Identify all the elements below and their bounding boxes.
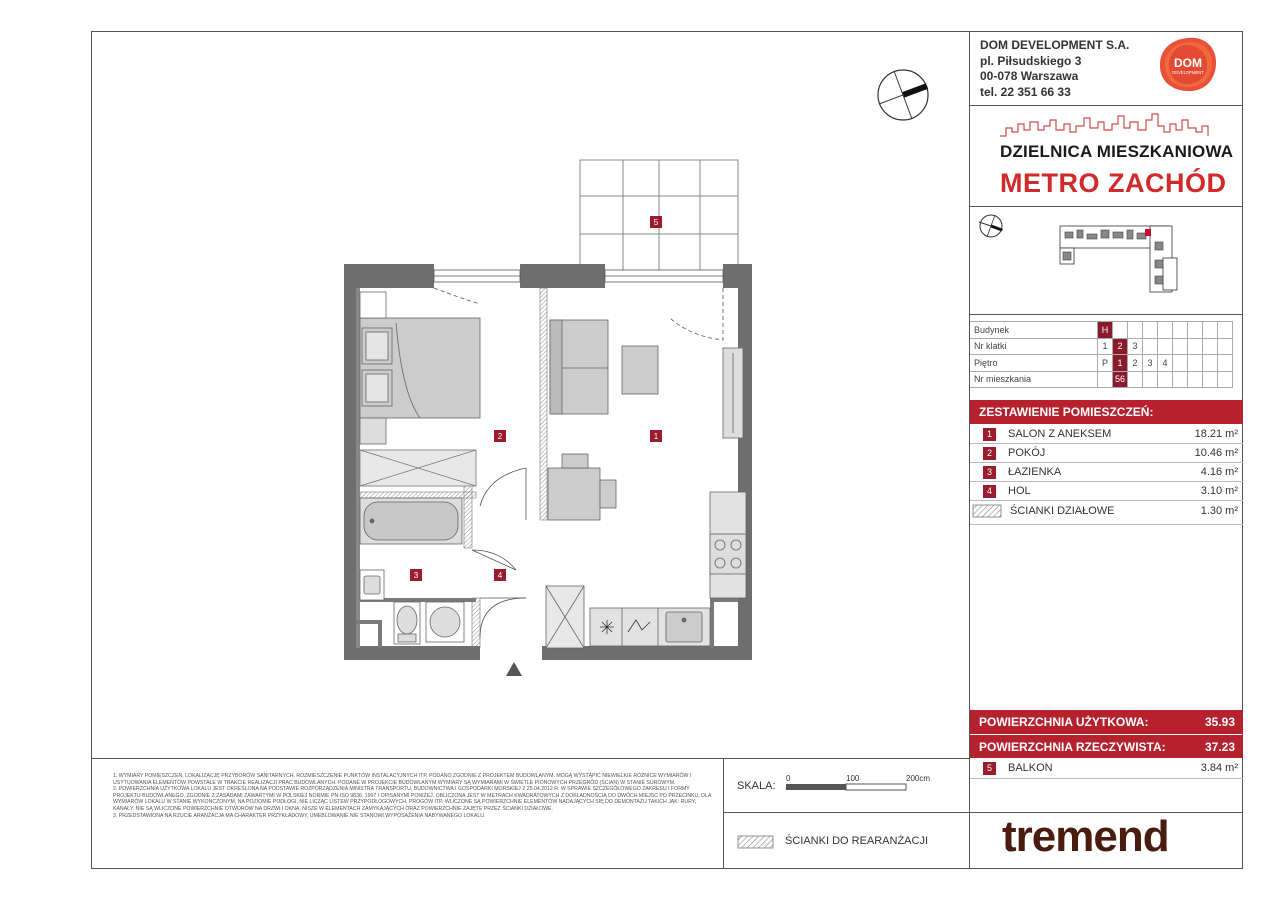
scale-label: SKALA: [737, 780, 776, 792]
info-row-label: Nr klatki [970, 338, 1098, 355]
divider [91, 758, 969, 759]
notes [113, 773, 713, 819]
real-area-bar [970, 735, 1243, 758]
info-cell [1143, 322, 1158, 339]
plan-label-4: 4 [497, 571, 503, 580]
plan-label-2: 2 [497, 432, 503, 441]
note-paragraph: 1. WYMIARY POMIESZCZEŃ, LOKALIZACJĘ PRZYBORÓW SANITARNYCH, ROZMIESZCZENIE PUNKTÓW INSTALACYJNYCH ITP. PODANO ZGODNIE Z PROJEKTEM BUDOWLANYM. MOGĄ WYSTĄPIĆ NIEWIELKIE RÓŻNICE WYMIARÓW I USYTUOWANIA ELEMENTÓW POWSTAŁE W TRAKCIE REALIZACJI PRAC BUDOWLANYCH. PODANE W PROJEKCIE BUDOWLANYM WYMIARY SĄ WYMIARAMI W ŚWIETLE PIONOWYCH PRZEGRÓD (ŚCIAN) W STANIE SUROWYM. [113, 773, 692, 786]
info-cell [1128, 371, 1143, 388]
info-cell [1128, 322, 1143, 339]
apartment-info-table [970, 321, 1233, 388]
room-name: POKÓJ [1008, 447, 1046, 459]
balcony-row [983, 761, 1238, 779]
room-number: 3 [983, 466, 996, 479]
balcony-area: 3.84 m² [1200, 762, 1238, 774]
company-city: 00-078 Warszawa [980, 69, 1079, 83]
note-paragraph: 2. POWIERZCHNIA UŻYTKOWA LOKALU JEST OKREŚLONA NA PODSTAWIE ROZPORZĄDZENIA MINISTRA TRANSPORTU, BUDOWNICTWA I GOSPODARKI MORSKIEJ Z 25.04.2012 R. W SPRAWIE SZCZEGÓŁOWEGO ZAKRESU I FORMY PROJEKTU BUDOWLANEGO, ZGODNIE Z ZASADAMI ZAWARTYMI W POLSKIEJ NORMIE PN-ISO 9836: 1997 I OPISANYMI PONIŻEJ. OBLICZONA JEST W METRACH KWADRATOWYCH Z DOKŁADNOŚCIĄ DO DWÓCH MIEJSC PO PRZECINKU, DLA WYMIARÓW LOKALU W STANIE WYKOŃCZONYM, NA POZIOMIE PODŁOGI, NIE LICZĄC LISTEW PRZYPODŁOGOWYCH, PROGÓW ITP. WLICZONE SĄ POWIERZCHNIE ELEMENTÓW NADAJĄCYCH SIĘ DO DEMONTAŻU TAKICH JAK: RURY, KANAŁY. NIE SĄ WLICZONE POWIERZCHNIE OTWORÓW NA DRZWI I OKNA, NISZE W ELEMENTACH ZAMYKAJĄCYCH ORAZ POWIERZCHNIE ZAJĘTE PRZEZ ŚCIANKI DZIAŁOWE. [113, 786, 711, 812]
scale-tick-100: 100 [846, 774, 860, 783]
info-cell: 3 [1128, 338, 1143, 355]
room-area: 3.10 m² [1200, 485, 1238, 497]
partition-row [983, 504, 1238, 522]
info-cell [1158, 322, 1173, 339]
tremend-logo: tremend [1002, 812, 1169, 861]
room-number: 4 [983, 485, 996, 498]
tv-cabinet [723, 348, 743, 438]
project-title: METRO ZACHÓD [1000, 168, 1227, 198]
info-cell: 1 [1113, 355, 1128, 372]
room-name: SALON Z ANEKSEM [1008, 428, 1112, 440]
info-cell [1203, 338, 1218, 355]
scale-tick-200: 200cm [906, 774, 931, 783]
company-info [980, 38, 1129, 100]
rooms-header: ZESTAWIENIE POMIESZCZEŃ: [970, 400, 1243, 424]
info-cell [1113, 322, 1128, 339]
usable-area-value: 35.93 [1204, 715, 1235, 729]
info-cell [1188, 355, 1203, 372]
info-row-label: Piętro [970, 355, 1098, 372]
wardrobe [360, 450, 476, 486]
info-cell [1173, 338, 1188, 355]
scale-tick-0: 0 [786, 774, 791, 783]
site-plan-highlight [1145, 229, 1151, 236]
room-name: ŁAZIENKA [1008, 466, 1062, 478]
info-cell [1143, 338, 1158, 355]
small-compass-icon [979, 215, 1003, 237]
district-title: DZIELNICA MIESZKANIOWA [1000, 142, 1234, 161]
usable-area-bar [970, 710, 1243, 734]
room-area: 4.16 m² [1200, 466, 1238, 478]
info-cell [1188, 371, 1203, 388]
info-row [970, 371, 1233, 388]
info-cell [1143, 371, 1158, 388]
partition-area: 1.30 m² [1200, 505, 1238, 517]
info-cell: P [1098, 355, 1113, 372]
balcony-number: 5 [983, 762, 996, 775]
info-cell [1188, 338, 1203, 355]
rearrangement-label: ŚCIANKI DO REARANŻACJI [785, 835, 929, 847]
info-cell [1203, 355, 1218, 372]
info-cell [1098, 371, 1113, 388]
info-cell: 56 [1113, 371, 1128, 388]
room-number: 2 [983, 447, 996, 460]
room-name: HOL [1008, 485, 1031, 497]
info-cell [1173, 371, 1188, 388]
info-row [970, 322, 1233, 339]
info-row [970, 338, 1233, 355]
real-area-value: 37.23 [1204, 740, 1235, 754]
divider [969, 314, 1243, 315]
info-cell [1173, 322, 1188, 339]
divider [969, 105, 1243, 106]
site-plan [975, 212, 1235, 308]
info-cell: 2 [1113, 338, 1128, 355]
scale-bar [780, 772, 940, 796]
info-cell [1203, 322, 1218, 339]
bed [360, 292, 480, 444]
bathroom-fixtures [360, 570, 464, 644]
info-cell [1158, 338, 1173, 355]
info-cell [1203, 371, 1218, 388]
info-cell [1173, 355, 1188, 372]
info-cell [1158, 371, 1173, 388]
info-cell [1218, 371, 1233, 388]
room-area: 18.21 m² [1194, 428, 1238, 440]
info-cell [1218, 322, 1233, 339]
info-cell: 4 [1158, 355, 1173, 372]
info-cell [1218, 355, 1233, 372]
real-area-label: POWIERZCHNIA RZECZYWISTA: [979, 740, 1166, 754]
compass-icon [872, 64, 936, 128]
info-row [970, 355, 1233, 372]
divider [723, 758, 724, 869]
bathtub [360, 498, 462, 544]
sofa [550, 320, 658, 414]
info-cell [1188, 322, 1203, 339]
info-cell: 3 [1143, 355, 1158, 372]
hatch-icon [972, 504, 1002, 518]
dom-development-logo [1157, 36, 1219, 94]
info-row-label: Budynek [970, 322, 1098, 339]
entrance-arrow [506, 662, 522, 676]
rearrangement-hatch-icon [737, 835, 777, 849]
balcony-name: BALKON [1008, 762, 1053, 774]
company-phone: tel. 22 351 66 33 [980, 84, 1071, 99]
note-paragraph: 3. PRZEDSTAWIONA NA RZUCIE ARANŻACJA MA CHARAKTER PRZYKŁADOWY, UMEBLOWANIE NIE STANOWI WYPOSAŻENIA NABYWANEGO LOKALU. [113, 812, 486, 819]
divider [723, 812, 969, 813]
partition-label: ŚCIANKI DZIAŁOWE [1010, 505, 1115, 517]
plan-label-5: 5 [653, 218, 659, 227]
room-number: 1 [983, 428, 996, 441]
room-area: 10.46 m² [1194, 447, 1238, 459]
floor-plan [340, 158, 760, 680]
divider [969, 206, 1243, 207]
company-name: DOM DEVELOPMENT S.A. [980, 38, 1130, 52]
dining-table [548, 454, 616, 520]
company-street: pl. Piłsudskiego 3 [980, 53, 1082, 68]
plan-label-1: 1 [653, 432, 659, 441]
plan-label-3: 3 [413, 571, 419, 580]
info-cell: H [1098, 322, 1113, 339]
logo-text-development: DEVELOPMENT [1172, 70, 1204, 75]
logo-text-dom: DOM [1174, 56, 1202, 70]
usable-area-label: POWIERZCHNIA UŻYTKOWA: [979, 715, 1149, 729]
skyline-icon [1000, 112, 1210, 138]
info-cell [1218, 338, 1233, 355]
info-row-label: Nr mieszkania [970, 371, 1098, 388]
info-cell: 1 [1098, 338, 1113, 355]
info-cell: 2 [1128, 355, 1143, 372]
